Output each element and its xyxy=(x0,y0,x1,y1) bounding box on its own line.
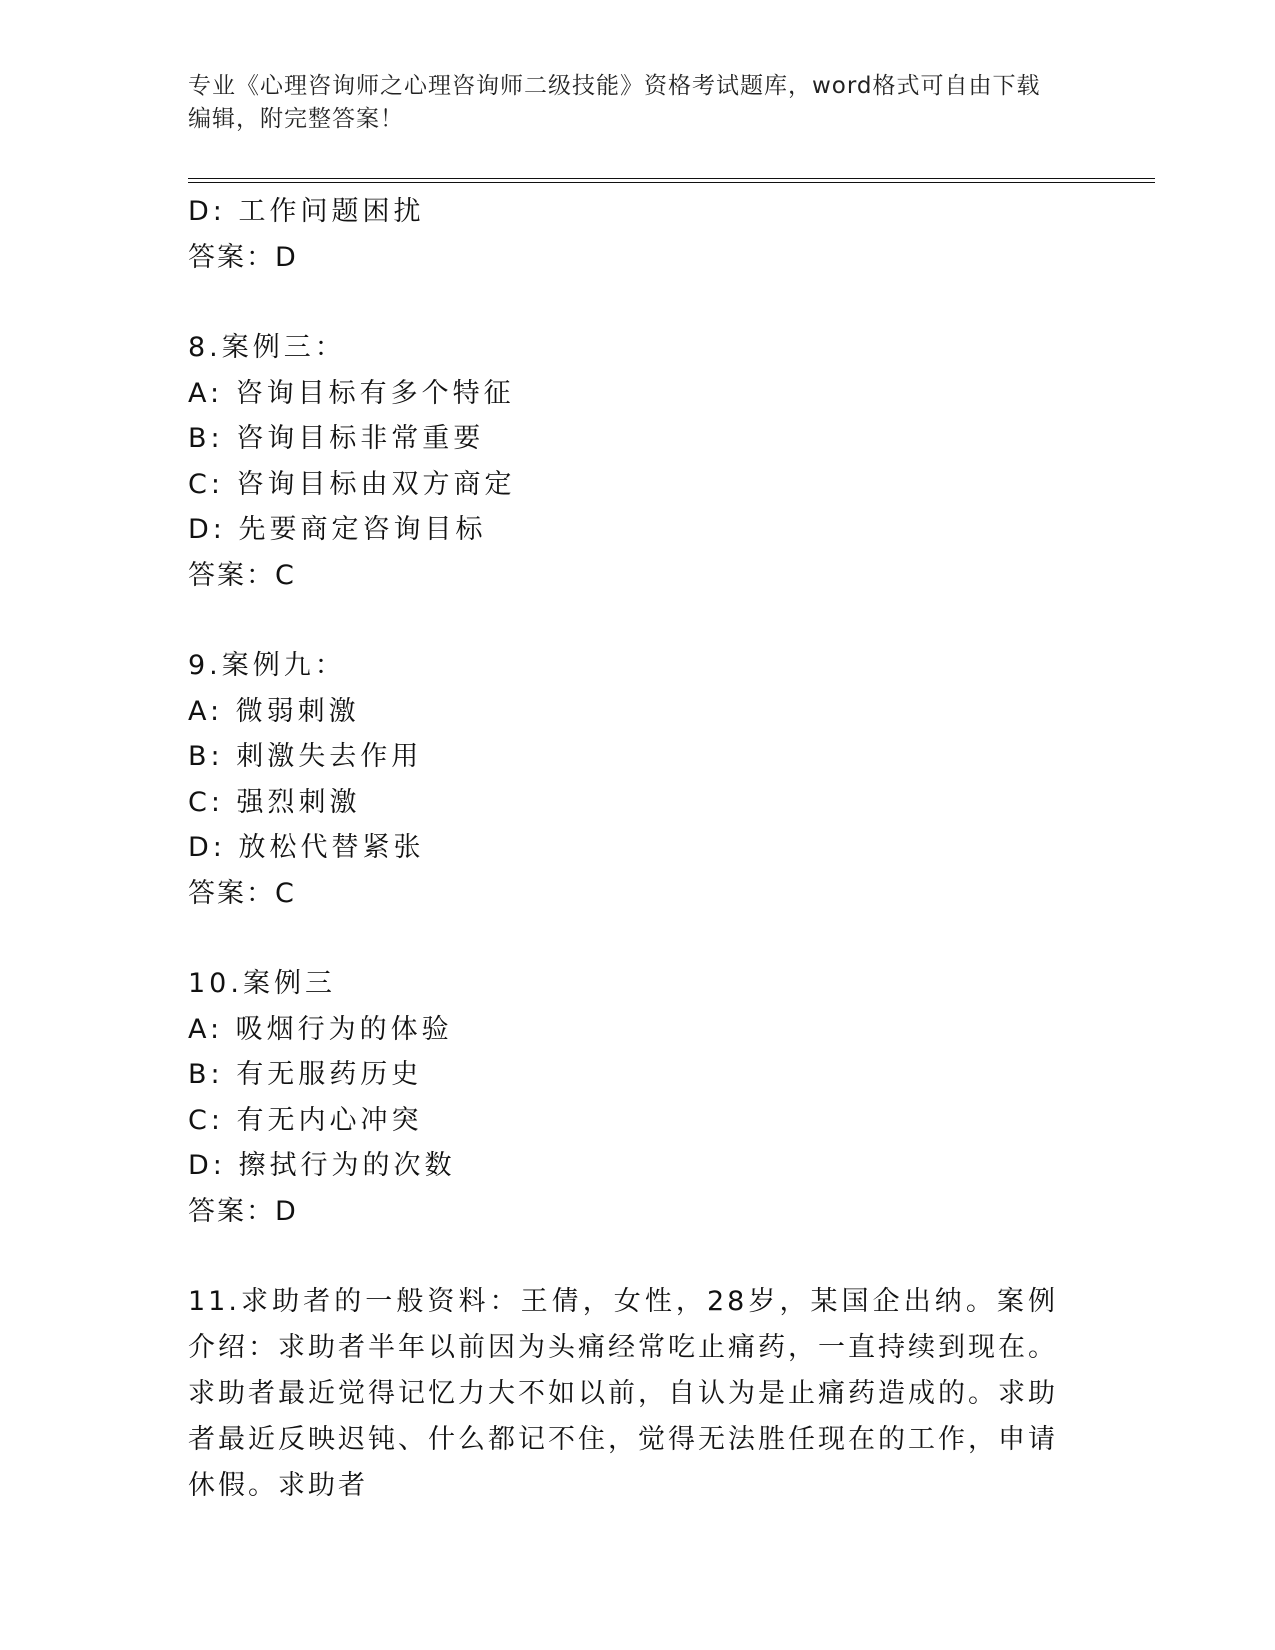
option-a: A: 微弱刺激 xyxy=(188,695,360,727)
option-c: C: 咨询目标由双方商定 xyxy=(188,468,516,500)
question-title: 10.案例三 xyxy=(188,968,336,999)
spacer xyxy=(188,598,1088,643)
page-header xyxy=(188,70,1068,136)
option-b: B: 咨询目标非常重要 xyxy=(188,423,485,454)
question-11-paragraph: 11.求助者的一般资料：王倩，女性，28岁，某国企出纳。案例介绍：求助者半年以前因为头痛经常吃止痛药，一直持续到现在。求助者最近觉得记忆力大不如以前，自认为是止痛药造成的。求助者最近反映迟钝、什么都记不住，觉得无法胜任现在的工作，申请休假。求助者 xyxy=(188,1286,1058,1501)
question-8 xyxy=(188,325,1088,598)
option-a: A: 咨询目标有多个特征 xyxy=(188,377,515,409)
question-10 xyxy=(188,961,1088,1234)
question-title: 9.案例九： xyxy=(188,650,346,681)
option-d: D: 先要商定咨询目标 xyxy=(188,514,487,545)
prev-answer: 答案：D xyxy=(188,241,298,273)
prev-option-d: D: 工作问题困扰 xyxy=(188,196,425,227)
spacer xyxy=(188,1234,1088,1279)
option-c: C: 有无内心冲突 xyxy=(188,1104,423,1136)
spacer xyxy=(188,916,1088,961)
option-d: D: 擦拭行为的次数 xyxy=(188,1150,456,1181)
question-content xyxy=(188,189,1088,1509)
header-line-1: 专业《心理咨询师之心理咨询师二级技能》资格考试题库，word格式可自由下载 xyxy=(188,73,1041,99)
option-d: D: 放松代替紧张 xyxy=(188,832,425,863)
option-a: A: 吸烟行为的体验 xyxy=(188,1013,453,1045)
option-b: B: 有无服药历史 xyxy=(188,1059,423,1090)
option-b: B: 刺激失去作用 xyxy=(188,741,423,772)
question-title: 8.案例三： xyxy=(188,332,346,363)
answer: 答案：C xyxy=(188,559,296,591)
header-double-rule xyxy=(188,178,1155,183)
spacer xyxy=(188,280,1088,325)
answer: 答案：C xyxy=(188,877,296,909)
header-line-2: 编辑，附完整答案！ xyxy=(188,106,404,132)
question-9 xyxy=(188,643,1088,916)
option-c: C: 强烈刺激 xyxy=(188,786,361,818)
answer: 答案：D xyxy=(188,1195,298,1227)
